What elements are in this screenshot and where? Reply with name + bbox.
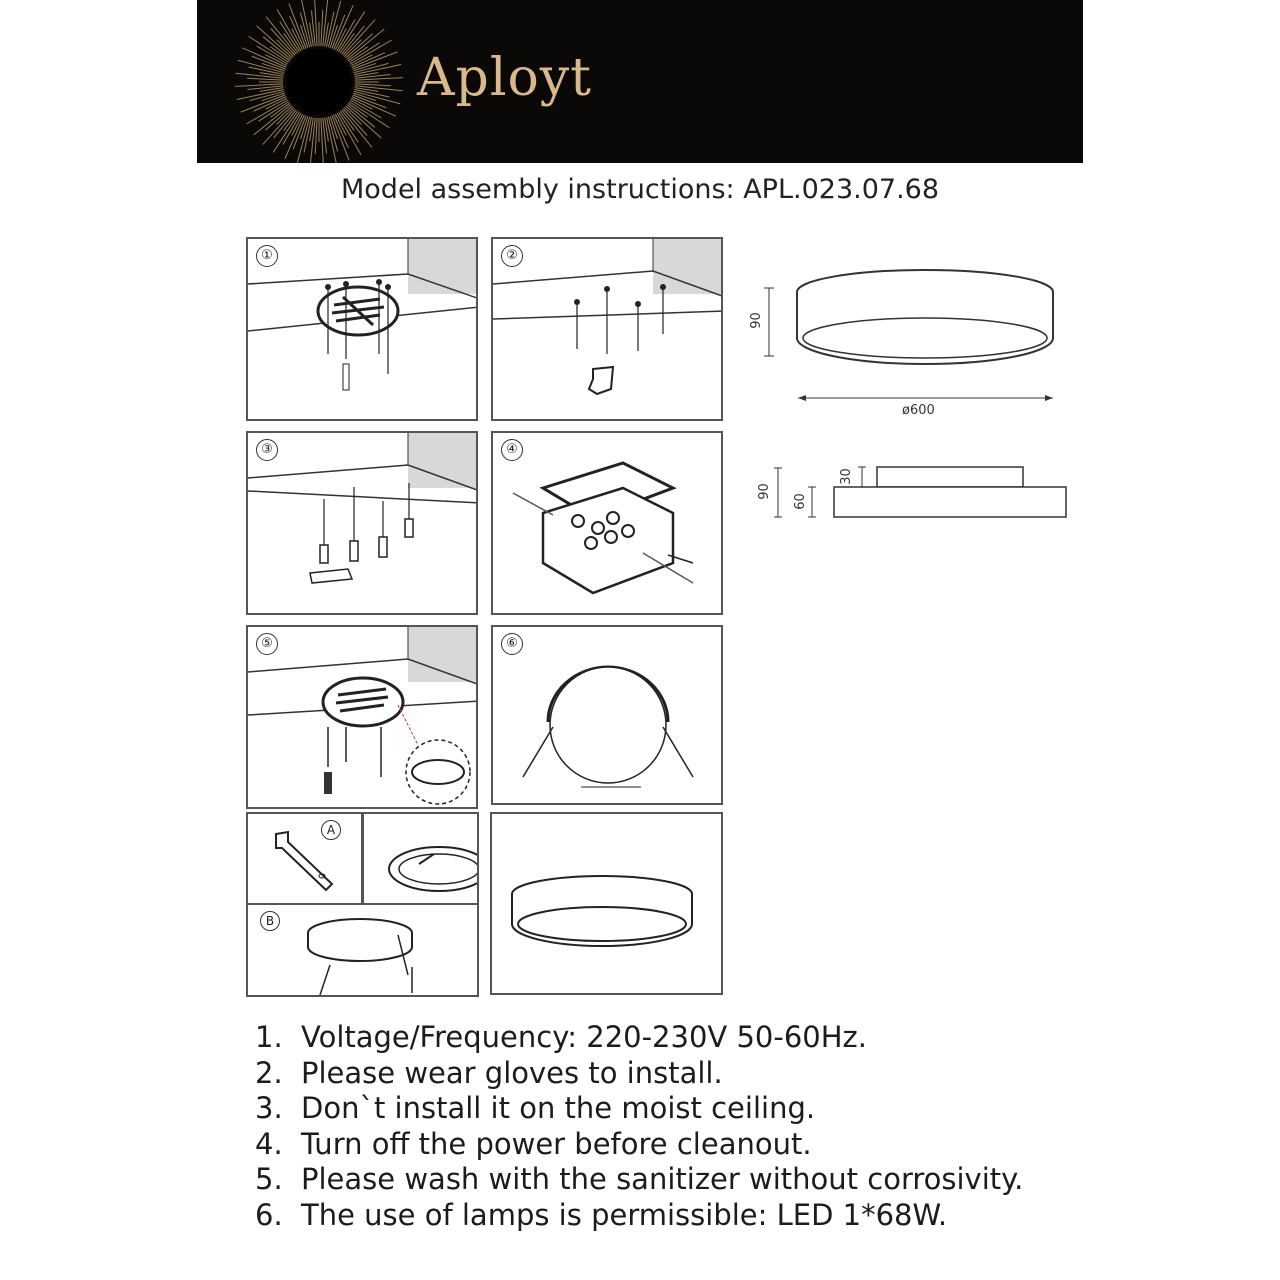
diameter-dimension: ø600	[902, 403, 935, 418]
step-5-number: ⑤	[256, 633, 278, 655]
mount-plate-screw-illustration	[248, 627, 478, 809]
step-2-panel	[491, 237, 723, 421]
finished-lamp-illustration	[492, 814, 723, 995]
note-item: 1. Voltage/Frequency: 220-230V 50-60Hz.	[255, 1020, 867, 1054]
dimension-drawings	[740, 240, 1080, 540]
step-6-panel	[491, 625, 723, 805]
final-result-panel	[490, 812, 723, 995]
detail-b-label: B	[260, 911, 280, 931]
note-item: 6. The use of lamps is permissible: LED 1*68W.	[255, 1197, 948, 1232]
ceiling-plate-drill-illustration	[248, 239, 478, 421]
detail-a-label: A	[321, 820, 341, 840]
note-item: 5. Please wash with the sanitizer without corrosivity.	[255, 1162, 1024, 1197]
step-2-number: ②	[501, 245, 523, 267]
dimension-diagram	[740, 240, 1080, 540]
detail-a-install-panel	[362, 812, 479, 905]
detail-a-bracket-panel	[246, 812, 363, 905]
note-item: 3. Don`t install it on the moist ceiling.	[255, 1091, 816, 1126]
step-6-number: ⑥	[501, 633, 523, 655]
step-3-number: ③	[256, 439, 278, 461]
side-bottom-dimension: 60	[792, 493, 808, 510]
sunburst-decoration	[197, 0, 1083, 163]
terminal-block-wiring-illustration	[493, 433, 723, 615]
step-3-panel	[246, 431, 478, 615]
anchor-insert-illustration	[248, 433, 478, 615]
step-5-panel	[246, 625, 478, 809]
notes-list	[255, 1020, 1023, 1234]
side-total-dimension: 90	[756, 483, 772, 500]
bracket-illustration	[248, 814, 363, 905]
height-dimension: 90	[748, 312, 764, 329]
ceiling-drilling-illustration	[493, 239, 723, 421]
step-1-panel	[246, 237, 478, 421]
brand-logo: Aployt	[417, 48, 593, 108]
note-item: 4. Turn off the power before cleanout.	[255, 1126, 812, 1161]
step-4-panel	[491, 431, 723, 615]
shade-attach-illustration	[248, 905, 479, 997]
document-title: Model assembly instructions: APL.023.07.68	[340, 174, 940, 205]
step-4-number: ④	[501, 439, 523, 461]
note-item: 2. Please wear gloves to install.	[255, 1055, 723, 1090]
attach-lamp-body-illustration	[493, 627, 723, 805]
side-top-dimension: 30	[838, 468, 854, 485]
brand-banner	[197, 0, 1083, 163]
step-1-number: ①	[256, 245, 278, 267]
detail-b-panel	[246, 903, 479, 997]
bracket-install-illustration	[364, 814, 479, 905]
